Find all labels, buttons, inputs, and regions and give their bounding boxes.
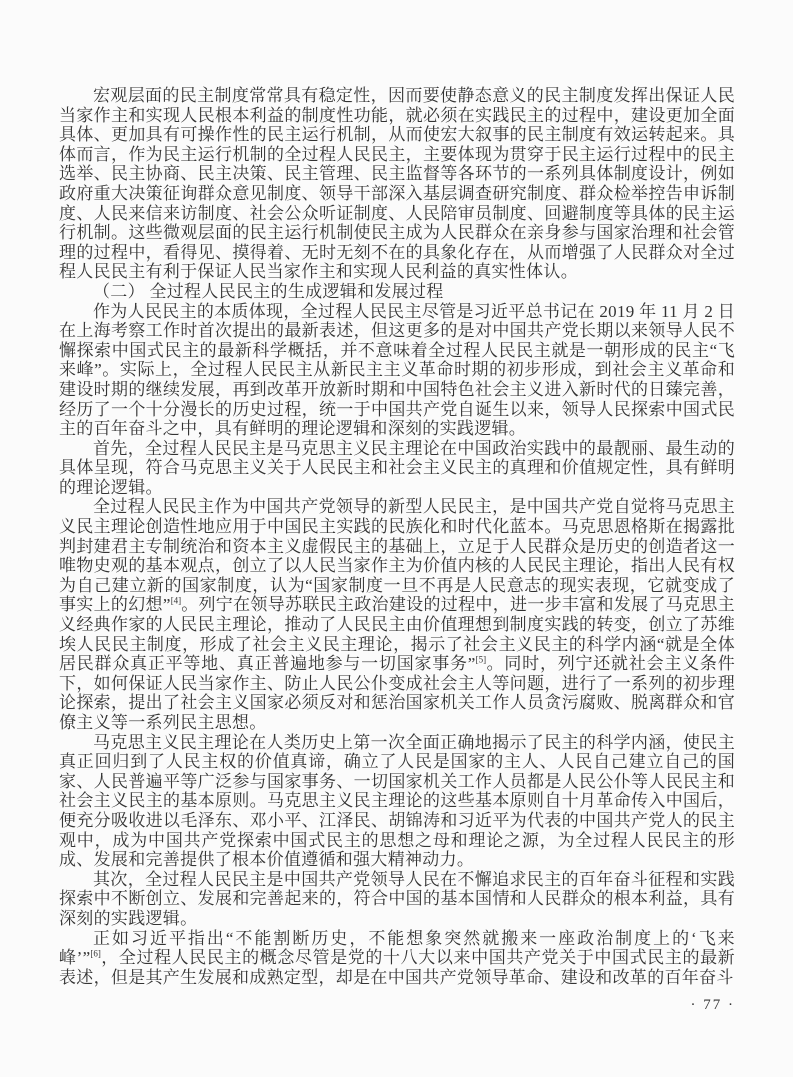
article-body xyxy=(59,86,735,987)
body-paragraph: 全过程人民民主作为中国共产党领导的新型人民民主，是中国共产党自觉将马克思主义民主理论创造性地应用于中国民主实践的民族化和时代化蓝本。马克思恩格斯在揭露批判封建君主专制统治和资本主义虚假民主的基础上，立足于人民群众是历史的创造者这一唯物史观的基本观点，创立了以人民当家作主为价值内核的人民民主理论，指出人民有权为自己建立新的国家制度，认为“国家制度一旦不再是人民意志的现实表现，它就变成了事实上的幻想”[4]。列宁在领导苏联民主政治建设的过程中，进一步丰富和发展了马克思主义经典作家的人民民主理论，推动了人民民主由价值理想到制度实践的转变，创立了苏维埃人民民主制度，形成了社会主义民主理论，揭示了社会主义民主的科学内涵“就是全体居民群众真正平等地、真正普遍地参与一切国家事务”[5]。同时，列宁还就社会主义条件下，如何保证人民当家作主、防止人民公仆变成社会主人等问题，进行了一系列的初步理论探索，提出了社会主义国家必须反对和惩治国家机关工作人员贪污腐败、脱离群众和官僚主义等一系列民主思想。 xyxy=(59,497,735,732)
section-heading: （二） 全过程人民民主的生成逻辑和发展过程 xyxy=(93,281,444,301)
body-paragraph: 首先，全过程人民民主是马克思主义民主理论在中国政治实践中的最靓丽、最生动的具体呈现，符合马克思主义关于人民民主和社会主义民主的真理和价值规定性，具有鲜明的理论逻辑。 xyxy=(59,438,735,497)
body-paragraph: 作为人民民主的本质体现，全过程人民民主尽管是习近平总书记在 2019 年 11 月 2 日在上海考察工作时首次提出的最新表述，但这更多的是对中国共产党长期以来领导人民不懈探索中国式民主的最新科学概括，并不意味着全过程人民民主就是一朝形成的民主“飞来峰”。实际上，全过程人民民主从新民主主义革命时期的初步形成，到社会主义革命和建设时期的继续发展，再到改革开放新时期和中国特色社会主义进入新时代的日臻完善，经历了一个十分漫长的历史过程，统一于中国共产党自诞生以来，领导人民探索中国式民主的百年奋斗之中，具有鲜明的理论逻辑和深刻的实践逻辑。 xyxy=(59,301,735,439)
page-number: · 77 · xyxy=(690,997,735,1013)
citation-ref: [4] xyxy=(170,595,182,606)
citation-ref: [5] xyxy=(475,654,487,665)
body-paragraph: 正如习近平指出“不能割断历史，不能想象突然就搬来一座政治制度上的‘飞来峰’”[6]，全过程人民民主的概念尽管是党的十八大以来中国共产党关于中国式民主的最新表述，但是其产生发展和成熟定型，却是在中国共产党领导革命、建设和改革的百年奋斗 xyxy=(59,928,735,987)
citation-ref: [6] xyxy=(90,948,101,959)
body-paragraph: 其次，全过程人民民主是中国共产党领导人民在不懈追求民主的百年奋斗征程和实践探索中不断创立、发展和完善起来的，符合中国的基本国情和人民群众的根本利益，具有深刻的实践逻辑。 xyxy=(59,869,735,928)
body-paragraph: 宏观层面的民主制度常常具有稳定性，因而要使静态意义的民主制度发挥出保证人民当家作主和实现人民根本利益的制度性功能，就必须在实践民主的过程中，建设更加全面具体、更加具有可操作性的民主运行机制，从而使宏大叙事的民主制度有效运转起来。具体而言，作为民主运行机制的全过程人民民主，主要体现为贯穿于民主运行过程中的民主选举、民主协商、民主决策、民主管理、民主监督等各环节的一系列具体制度设计，例如政府重大决策征询群众意见制度、领导干部深入基层调查研究制度、群众检举控告申诉制度、人民来信来访制度、社会公众听证制度、人民陪审员制度、回避制度等具体的民主运行机制。这些微观层面的民主运行机制使民主成为人民群众在亲身参与国家治理和社会管理的过程中，看得见、摸得着、无时无刻不在的具象化存在，从而增强了人民群众对全过程人民民主有利于保证人民当家作主和实现人民利益的真实性体认。 xyxy=(59,86,735,282)
body-paragraph: 马克思主义民主理论在人类历史上第一次全面正确地揭示了民主的科学内涵，使民主真正回归到了人民主权的价值真谛，确立了人民是国家的主人、人民自己建立自己的国家、人民普遍平等广泛参与国家事务、一切国家机关工作人员都是人民公仆等人民民主和社会主义民主的基本原则。马克思主义民主理论的这些基本原则自十月革命传入中国后，便充分吸收进以毛泽东、邓小平、江泽民、胡锦涛和习近平为代表的中国共产党人的民主观中，成为中国共产党探索中国式民主的思想之母和理论之源，为全过程人民民主的形成、发展和完善提供了根本价值遵循和强大精神动力。 xyxy=(59,732,735,870)
